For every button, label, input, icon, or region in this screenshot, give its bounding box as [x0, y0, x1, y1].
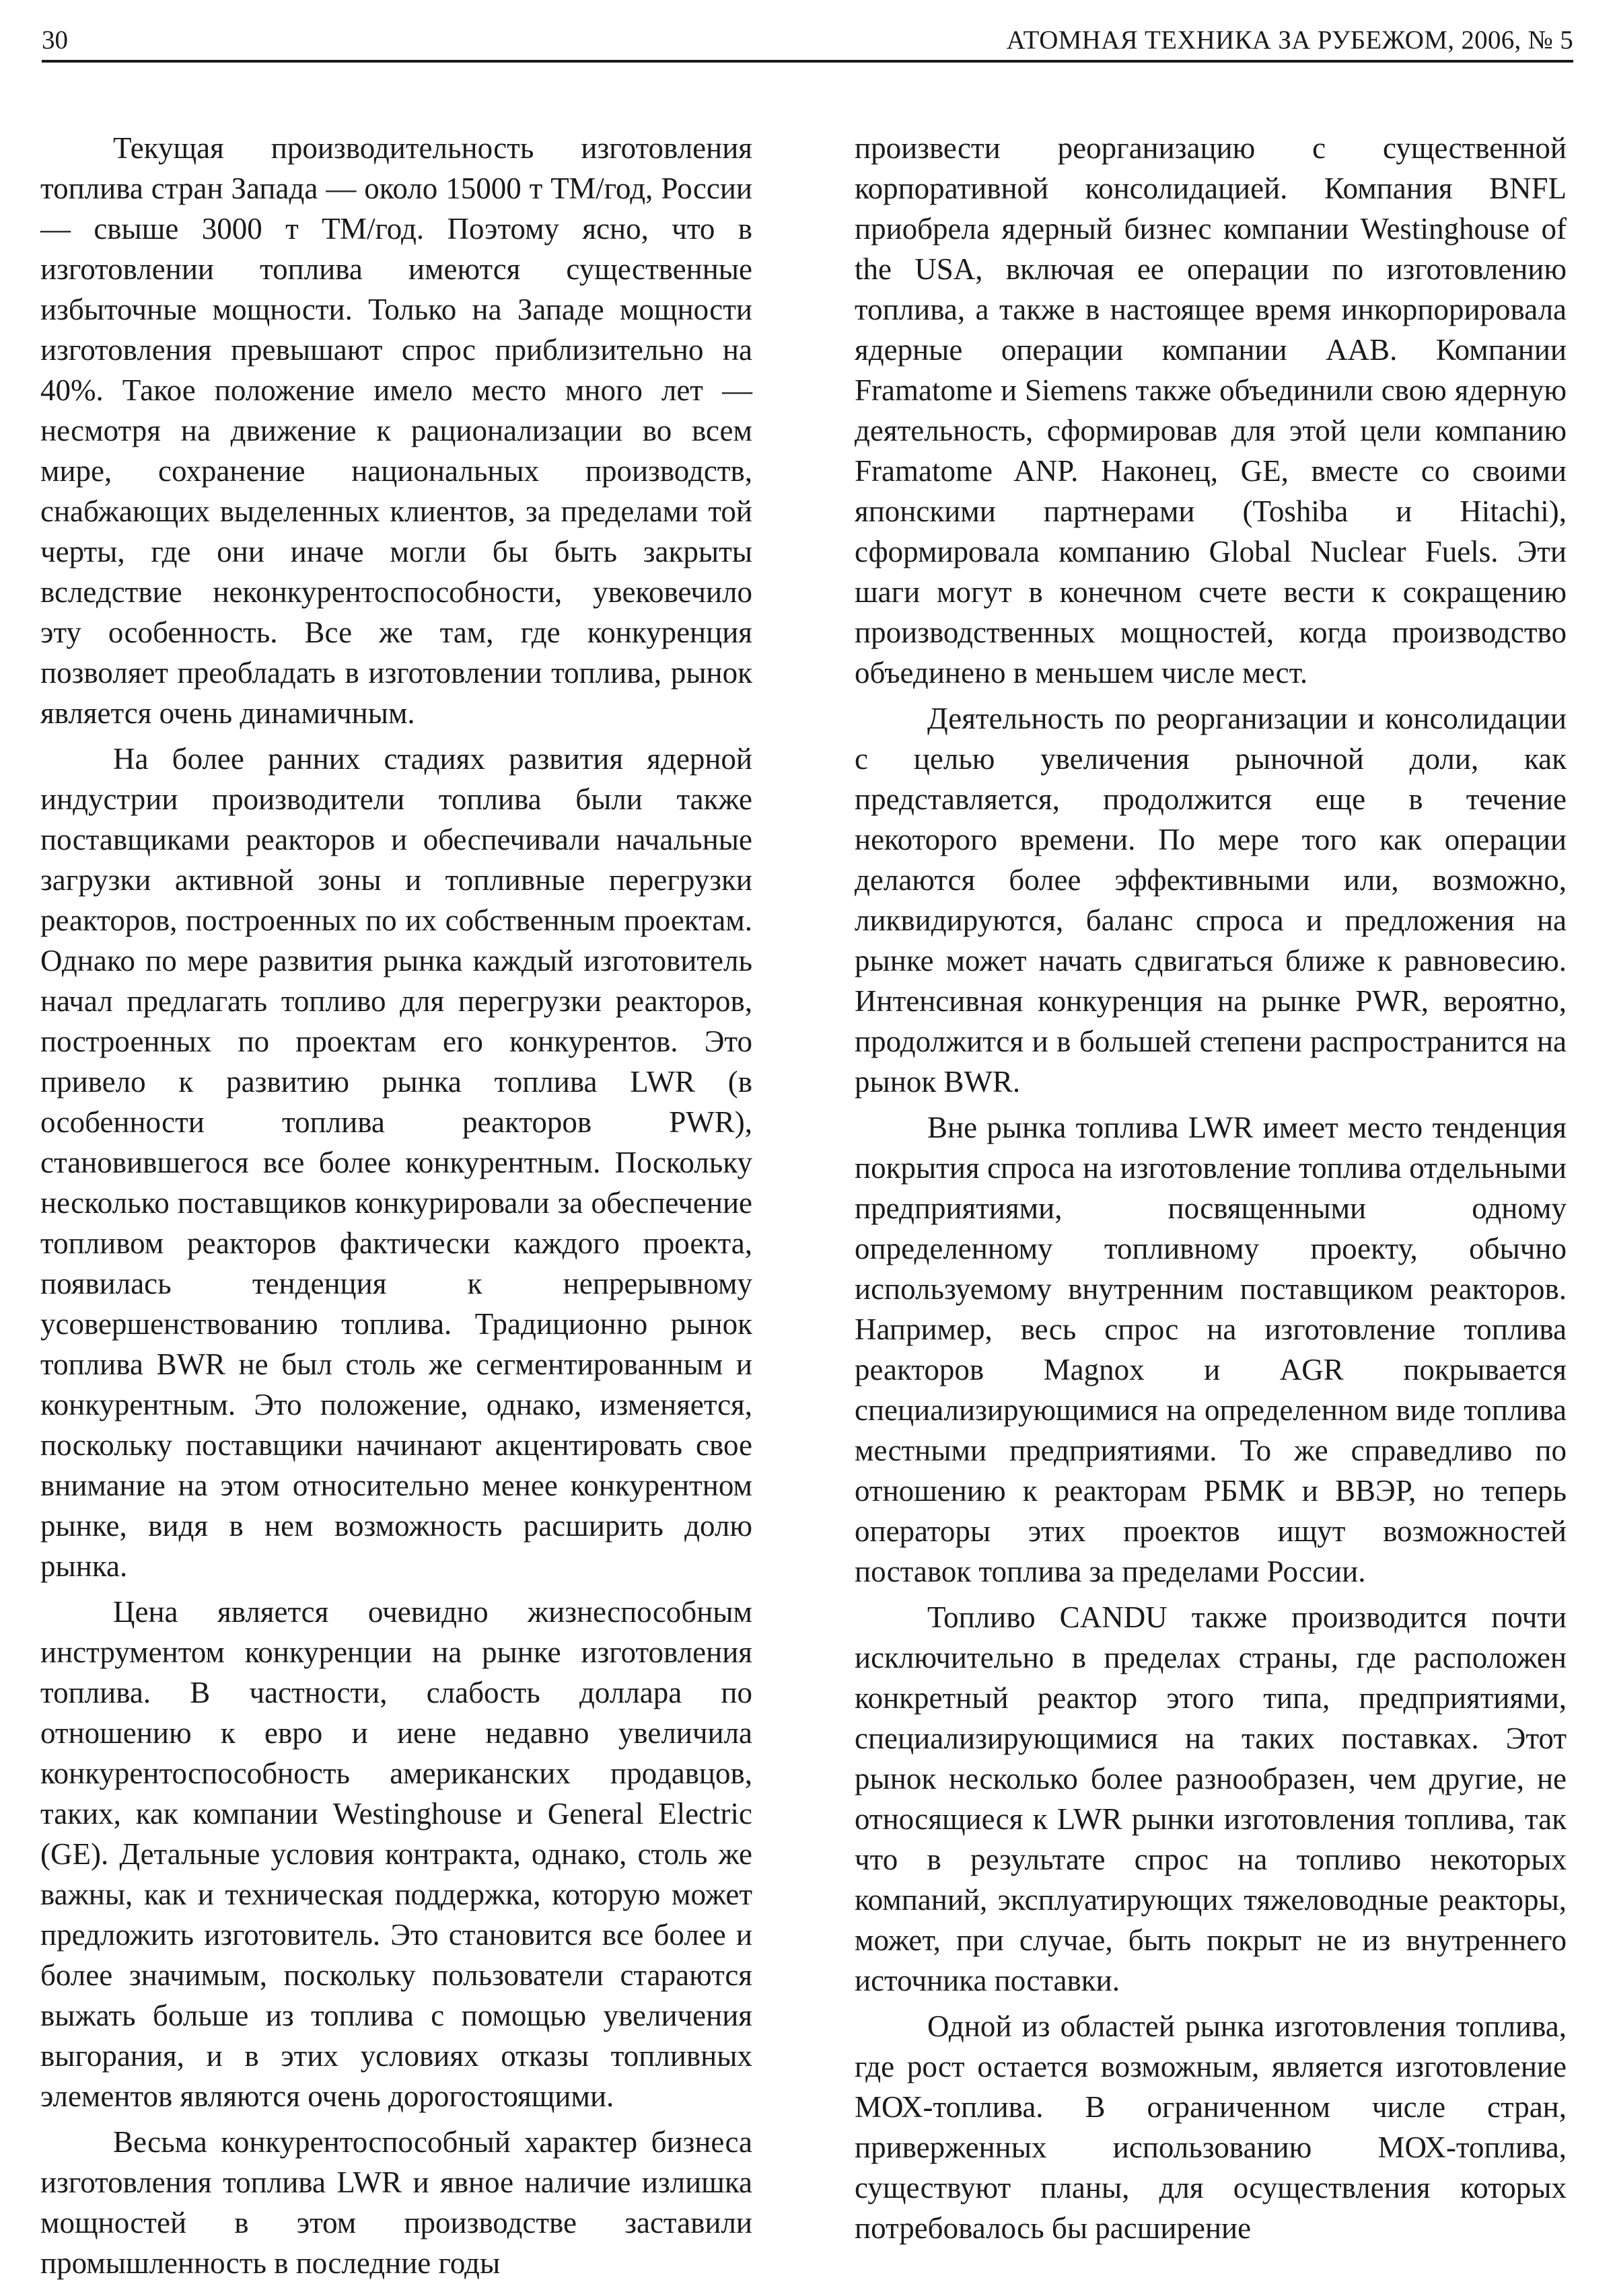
paragraph: На более ранних стадиях развития ядерной индустрии производители топлива были также поставщиками реакторов и обеспечивали начальные загрузки активной зоны и топливные перегрузки реакторов, построенных по их собственным проектам. Однако по мере развития рынка каждый изготовитель начал предлагать топливо для перегрузки реакторов, построенных по проектам его конкурентов. Это привело к развитию рынка топлива LWR (в особенности топлива реакторов PWR), становившегося все более конкурентным. Поскольку несколько поставщиков конкурировали за обеспечение топливом реакторов фактически каждого проекта, появилась тенденция к непрерывному усовершенствованию топлива. Традиционно рынок топлива BWR не был столь же сегментированным и конкурентным. Это положение, однако, изменяется, поскольку поставщики начинают акцентировать свое внимание на этом относительно менее конкурентном рынке, видя в нем возможность расширить долю рынка.	[40, 742, 752, 1583]
paragraph: Весьма конкурентоспособный характер бизнеса изготовления топлива LWR и явное наличие излишка мощностей в этом производстве заставили промышленность в последние годы	[40, 2125, 752, 2280]
left-column	[40, 128, 752, 2289]
paragraph: Вне рынка топлива LWR имеет место тенденция покрытия спроса на изготовление топлива отдельными предприятиями, посвященными одному определенному топливному проекту, обычно используемому внутренним поставщиком реакторов. Например, весь спрос на изготовление топлива реакторов Magnox и AGR покрывается специализирующимися на определенном виде топлива местными предприятиями. То же справедливо по отношению к реакторам РБМК и ВВЭР, но теперь операторы этих проектов ищут возможностей поставок топлива за пределами России.	[855, 1111, 1567, 1588]
paragraph-continued: произвести реорганизацию с существенной корпоративной консолидацией. Компания BNFL приобрела ядерный бизнес компании Westinghouse of the USA, включая ее операции по изготовлению топлива, а также в настоящее время инкорпорировала ядерные операции компании AAB. Компании Framatome и Siemens также объединили свою ядерную деятельность, сформировав для этой цели компанию Framatome ANP. Наконец, GE, вместе со своими японскими партнерами (Toshiba и Hitachi), сформировала компанию Global Nuclear Fuels. Эти шаги могут в конечном счете вести к сокращению производственных мощностей, когда производство объединено в меньшем числе мест.	[855, 131, 1567, 690]
paragraph: Текущая производительность изготовления топлива стран Запада — около 15000 т ТМ/год, России — свыше 3000 т ТМ/год. Поэтому ясно, что в изготовлении топлива имеются существенные избыточные мощности. Только на Западе мощности изготовления превышают спрос приблизительно на 40%. Такое положение имело место много лет — несмотря на движение к рационализации во всем мире, сохранение национальных производств, снабжающих выделенных клиентов, за пределами той черты, где они иначе могли бы быть закрыты вследствие неконкурентоспособности, увековечило эту особенность. Все же там, где конкуренция позволяет преобладать в изготовлении топлива, рынок является очень динамичным.	[40, 131, 752, 730]
page-number: 30	[42, 26, 68, 54]
journal-title: АТОМНАЯ ТЕХНИКА ЗА РУБЕЖОМ, 2006, № 5	[1006, 26, 1573, 54]
header-rule	[42, 60, 1573, 63]
right-column	[855, 128, 1567, 2254]
paragraph: Топливо CANDU также производится почти исключительно в пределах страны, где расположен конкретный реактор этого типа, предприятиями, специализирующимися на таких поставках. Этот рынок несколько более разнообразен, чем другие, не относящиеся к LWR рынки изготовления топлива, так что в результате спрос на топливо некоторых компаний, эксплуатирующих тяжеловодные реакторы, может, при случае, быть покрыт не из внутреннего источника поставки.	[855, 1600, 1567, 1997]
running-head	[42, 20, 1573, 61]
paragraph: Одной из областей рынка изготовления топлива, где рост остается возможным, является изготовление МОХ-топлива. В ограниченном числе стран, приверженных использованию МОХ-топлива, существуют планы, для осуществления которых потребовалось бы расширение	[855, 2009, 1567, 2245]
paragraph: Цена является очевидно жизнеспособным инструментом конкуренции на рынке изготовления топлива. В частности, слабость доллара по отношению к евро и иене недавно увеличила конкурентоспособность американских продавцов, таких, как компании Westinghouse и General Electric (GE). Детальные условия контракта, однако, столь же важны, как и техническая поддержка, которую может предложить изготовитель. Это становится все более и более значимым, поскольку пользователи стараются выжать больше из топлива с помощью увеличения выгорания, и в этих условиях отказы топливных элементов являются очень дорогостоящими.	[40, 1595, 752, 2113]
paragraph: Деятельность по реорганизации и консолидации с целью увеличения рыночной доли, как представляется, продолжится еще в течение некоторого времени. По мере того как операции делаются более эффективными или, возможно, ликвидируются, баланс спроса и предложения на рынке может начать сдвигаться ближе к равновесию. Интенсивная конкуренция на рынке PWR, вероятно, продолжится и в большей степени распространится на рынок BWR.	[855, 702, 1567, 1099]
